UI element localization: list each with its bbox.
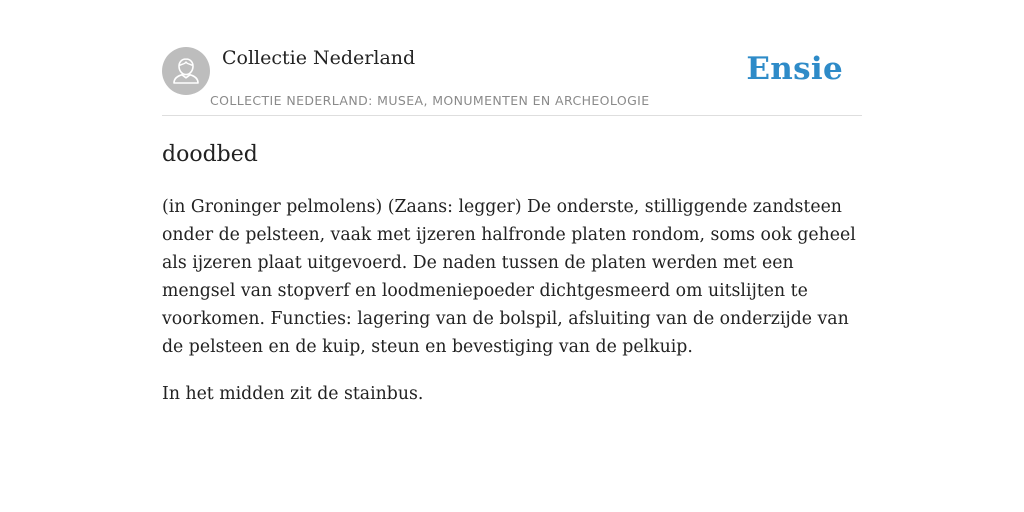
source-label[interactable]: COLLECTIE NEDERLAND: MUSEA, MONUMENTEN EN ARCHEOLOGIE xyxy=(210,93,650,108)
entry-definition xyxy=(162,193,862,408)
ensie-logo[interactable]: Ensie xyxy=(746,51,843,87)
definition-paragraph: (in Groninger pelmolens) (Zaans: legger) De onderste, stilliggende zandsteen onder de pelsteen, vaak met ijzeren halfronde platen rondom, soms ook geheel als ijzeren plaat uitgevoerd. De naden tussen de platen werden met een mengsel van stopverf en loodmeniepoeder dichtgesmeerd om uitslijten te voorkomen. Functies: lagering van de bolspil, afsluiting van de onderzijde van de pelsteen en de kuip, steun en bevestiging van de pelkuip. xyxy=(162,197,856,357)
definition-paragraph: In het midden zit de stainbus. xyxy=(162,384,424,404)
user-silhouette-icon xyxy=(162,47,210,95)
entry-header xyxy=(162,40,862,116)
author-name[interactable]: Collectie Nederland xyxy=(222,47,416,69)
entry-card xyxy=(162,40,862,427)
entry-title: doodbed xyxy=(162,142,258,167)
avatar[interactable] xyxy=(162,47,210,95)
